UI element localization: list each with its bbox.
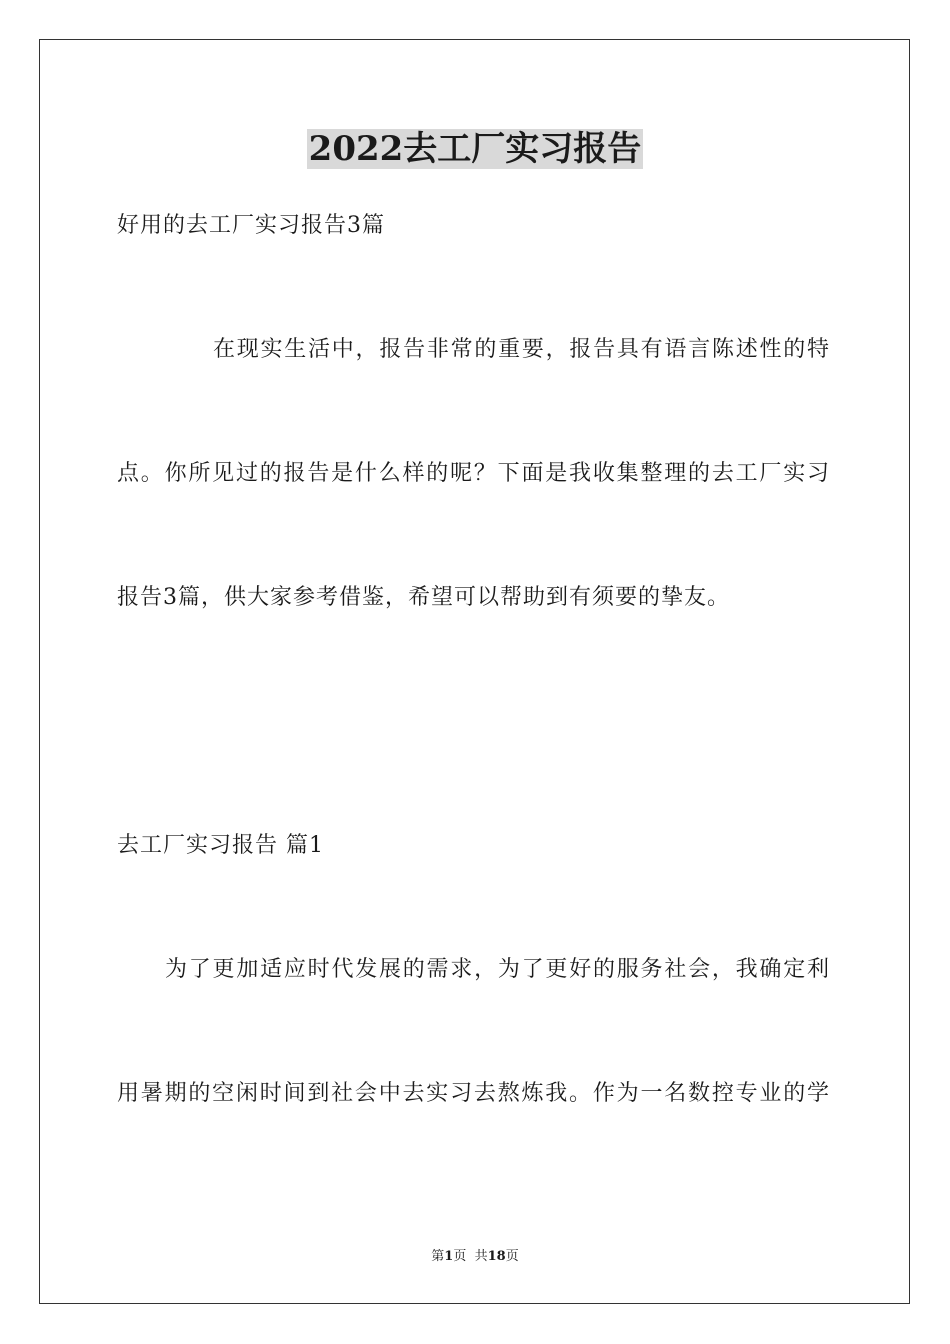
intro-line-2: 点。你所见过的报告是什么样的呢？下面是我收集整理的去工厂实习 <box>117 461 830 486</box>
footer-page-total: 18 <box>487 1249 506 1264</box>
document-title <box>0 127 950 171</box>
footer-mid: 页 共 <box>453 1249 488 1264</box>
footer-suffix: 页 <box>505 1249 519 1264</box>
footer-page-current: 1 <box>444 1249 454 1264</box>
page-footer <box>0 1248 950 1266</box>
intro-line-1: 在现实生活中，报告非常的重要，报告具有语言陈述性的特 <box>213 337 830 362</box>
intro-line-3: 报告3篇，供大家参考借鉴，希望可以帮助到有须要的挚友。 <box>117 585 730 610</box>
section-line-1: 为了更加适应时代发展的需求，为了更好的服务社会，我确定利 <box>165 957 830 982</box>
section-heading: 去工厂实习报告 篇1 <box>117 833 324 858</box>
document-subtitle: 好用的去工厂实习报告3篇 <box>117 213 385 238</box>
document-title-text: 2022去工厂实习报告 <box>308 129 642 169</box>
footer-prefix: 第 <box>431 1249 445 1264</box>
section-line-2: 用暑期的空闲时间到社会中去实习去熬炼我。作为一名数控专业的学 <box>117 1081 830 1106</box>
